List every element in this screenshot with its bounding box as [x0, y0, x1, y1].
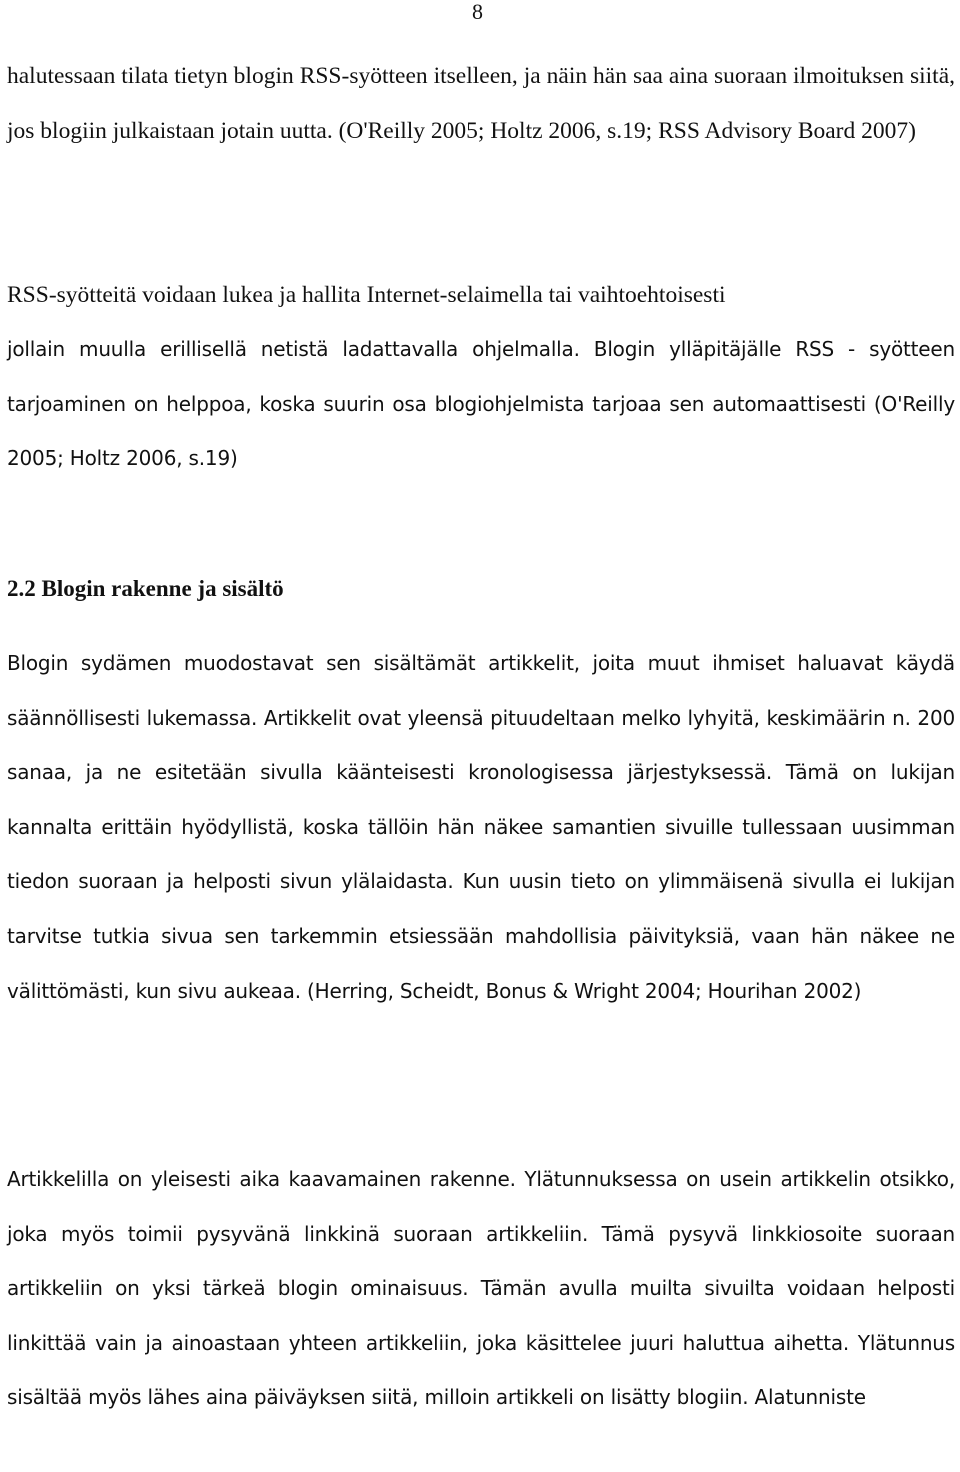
section-heading: 2.2 Blogin rakenne ja sisältö — [7, 576, 284, 601]
page-number: 8 — [472, 0, 483, 24]
paragraph-article-structure: Artikkelilla on yleisesti aika kaavamainen rakenne. Ylätunnuksessa on usein artikkelin otsikko, joka myös toimii pysyvänä linkkinä suoraan artikkeliin. Tämä pysyvä linkkiosoite suoraan artikkeliin on yksi tärkeä blogin ominaisuus. Tämän avulla muilta sivuilta voidaan helposti linkittää vain ja ainoastaan yhteen artikkeliin, joka käsittelee juuri haluttua aihetta. Ylätunnus sisältää myös lähes aina päiväyksen siitä, milloin artikkeli on lisätty blogiin. Alatunniste — [7, 1167, 955, 1410]
paragraph-blog-articles: Blogin sydämen muodostavat sen sisältämät artikkelit, joita muut ihmiset haluavat käydä säännöllisesti lukemassa. Artikkelit ovat yleensä pituudeltaan melko lyhyitä, keskimäärin n. 200 sanaa, ja ne esitetään sivulla käänteisesti kronologisessa järjestyksessä. Tämä on lukijan kannalta erittäin hyödyllistä, koska tällöin hän näkee samantien sivuille tullessaan uusimman tiedon suoraan ja helposti sivun ylälaidasta. Kun uusin tieto on ylimmäisenä sivulla ei lukijan tarvitse tutkia sivua sen tarkemmin etsiessään mahdollisia päivityksiä, vaan hän näkee ne välittömästi, kun sivu aukeaa. (Herring, Scheidt, Bonus & Wright 2004; Hourihan 2002) — [7, 651, 955, 1003]
paragraph-rss-subscription: halutessaan tilata tietyn blogin RSS-syötteen itselleen, ja näin hän saa aina suoraan ilmoituksen siitä, jos blogiin julkaistaan jotain uutta. (O'Reilly 2005; Holtz 2006, s.19; RSS Advisory Board 2007) — [7, 63, 955, 144]
paragraph-rss-reading-line1: RSS-syötteitä voidaan lukea ja hallita Internet-selaimella tai vaihtoehtoisesti — [7, 282, 726, 308]
paragraph-rss-reading: jollain muulla erillisellä netistä ladattavalla ohjelmalla. Blogin ylläpitäjälle RSS - syötteen tarjoaminen on helppoa, koska suurin osa blogiohjelmista tarjoaa sen automaattisesti (O'Reilly 2005; Holtz 2006, s.19) — [7, 337, 955, 471]
